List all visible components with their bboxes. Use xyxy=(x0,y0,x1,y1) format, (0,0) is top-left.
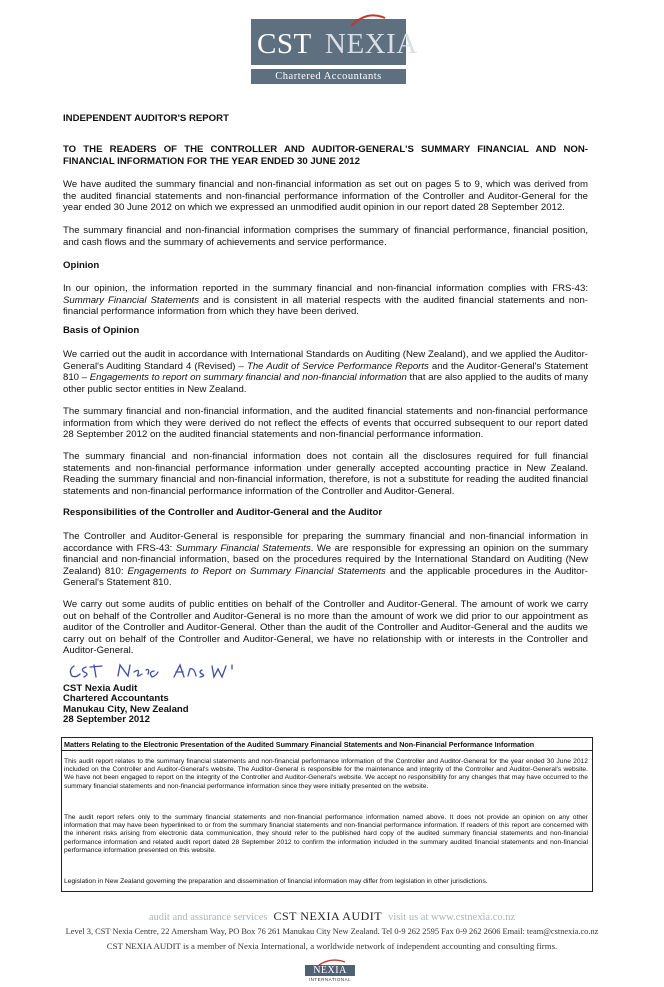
report-addressee: TO THE READERS OF THE CONTROLLER AND AUDITOR-GENERAL'S SUMMARY FINANCIAL AND NON-FINANCIAL INFORMATION FOR THE YEAR ENDED 30 JUNE 2012 xyxy=(63,144,588,167)
footer-tag-mid: CST NEXIA AUDIT xyxy=(273,909,383,923)
auditor-role: Chartered Accountants xyxy=(63,693,169,705)
basis-paragraph-1: We carried out the audit in accordance with International Standards on Auditing (New Zealand), and we applied the Auditor-General's Auditing Standard 4 (Revised) – The Audit of Service Performance Reports and the Auditor-General's Statement 810 – Engagements to report on summary financial and non-financial information that are also applied to the audits of many other public sector entities in New Zealand. xyxy=(63,349,588,395)
signature-block xyxy=(63,684,189,726)
notice-divider xyxy=(62,750,592,751)
logo-cst-text: CST xyxy=(257,28,312,60)
report-title: INDEPENDENT AUDITOR'S REPORT xyxy=(63,113,229,124)
auditor-firm: CST Nexia Audit xyxy=(63,683,138,694)
intro-paragraph-2: The summary financial and non-financial information comprises the summary of financial performance, financial position, and cash flows and the summary of achievements and service performance. xyxy=(63,225,588,248)
notice-title: Matters Relating to the Electronic Presentation of the Audited Summary Financial Statements and Non-Financial Performance Information xyxy=(64,740,535,749)
responsibilities-paragraph-2: We carry out some audits of public entities on behalf of the Controller and Auditor-General. The amount of work we carry out on behalf of the Controller and Auditor-General is no more than the amount of work we did prior to our appointment as auditor of the Controller and Auditor-General. Other than the audit of the Controller and Auditor-General and the audits we carry out on behalf of the Controller and Auditor-General, we have no relationship with or interests in the Controller and Auditor-General. xyxy=(63,599,588,657)
footer-tag-right: visit us at www.cstnexia.co.nz xyxy=(388,912,516,923)
handwritten-signature xyxy=(66,660,246,682)
nexia-international-logo xyxy=(305,958,355,986)
notice-paragraph-2: The audit report refers only to the summary financial statements and non-financial performance information named above. It does not provide an opinion on any other information that may have been hyperlinked to or from the summary financial statements and non-financial performance information. If readers of this report are concerned with the inherent risks arising from electronic data communication, they should refer to the published hard copy of the audited summary financial statements and non-financial performance information and related audit report dated 28 September 2012 to confirm the information included in the summary audited financial statements and non-financial performance information presented on this website. xyxy=(64,814,588,854)
cst-nexia-logo xyxy=(251,12,418,84)
basis-paragraph-2: The summary financial and non-financial information, and the audited financial statements and non-financial performance information from which they were derived do not reflect the effects of events that occurred subsequent to our report dated 28 September 2012 on the audited financial statements and non-financial performance information. xyxy=(63,406,588,441)
footer-address: Level 3, CST Nexia Centre, 22 Amersham Way, PO Box 76 261 Manukau City New Zealand. Tel 0-9 262 2595 Fax 0-9 262 2606 Email: team@cstnexia.co.nz xyxy=(65,927,599,936)
nexia-logo-subtext: INTERNATIONAL xyxy=(308,977,352,982)
electronic-presentation-notice xyxy=(61,737,593,892)
swoosh-icon xyxy=(349,12,389,30)
footer-tagline xyxy=(0,909,664,924)
responsibilities-paragraph-1: The Controller and Auditor-General is responsible for preparing the summary financial and non-financial information in accordance with FRS-43: Summary Financial Statements. We are responsible for expressing an opinion on the summary financial and non-financial information, based on the procedures required by the International Standard on Auditing (New Zealand) 810: Engagements to Report on Summary Financial Statements and the applicable procedures in the Auditor-General's Statement 810. xyxy=(63,531,589,589)
notice-paragraph-3: Legislation in New Zealand governing the preparation and dissemination of financial information may differ from legislation in other jurisdictions. xyxy=(64,878,488,885)
opinion-paragraph: In our opinion, the information reported in the summary financial and non-financial information complies with FRS-43: Summary Financial Statements and is consistent in all material respects with the audited financial statements and non-financial performance information from which they have been derived. xyxy=(63,283,588,318)
footer-tag-left: audit and assurance services xyxy=(148,912,268,923)
logo-subtitle: Chartered Accountants xyxy=(251,69,406,84)
intro-paragraph-1: We have audited the summary financial and non-financial information as set out on pages 5 to 9, which was derived from the audited financial statements and non-financial performance information of the Controller and Auditor-General for the year ended 30 June 2012 on which we expressed an unmodified audit opinion in our report dated 28 September 2012. xyxy=(63,179,588,214)
logo-nexia-text: NEXIA xyxy=(325,28,418,60)
auditor-location: Manukau City, New Zealand xyxy=(63,703,189,715)
notice-paragraph-1: This audit report relates to the summary financial statements and non-financial performance information of the Controller and Auditor-General for the year ended 30 June 2012 included on the Controller and Auditor-General's website. The Auditor-General is responsible for the maintenance and integrity of the Controller and Auditor-General's website. We have not been engaged to report on the integrity of the Controller and Auditor-General's website. We accept no responsibility for any changes that may have occurred to the summary financial statements and non-financial performance information since they were initially presented on the website. xyxy=(64,758,588,790)
basis-paragraph-3: The summary financial and non-financial information does not contain all the disclosures required for full financial statements and non-financial performance information under generally accepted accounting practice in New Zealand. Reading the summary financial and non-financial information, therefore, is not a substitute for reading the audited financial statements and non-financial performance information of the Controller and Auditor-General. xyxy=(63,451,588,497)
opinion-heading: Opinion xyxy=(63,260,100,271)
nexia-logo-text: NEXIA xyxy=(305,965,355,976)
basis-heading: Basis of Opinion xyxy=(63,325,140,336)
responsibilities-heading: Responsibilities of the Controller and Auditor-General and the Auditor xyxy=(63,507,383,518)
footer-membership: CST NEXIA AUDIT is a member of Nexia International, a worldwide network of independent accounting and consulting firms. xyxy=(106,941,558,951)
report-date: 28 September 2012 xyxy=(63,714,150,726)
